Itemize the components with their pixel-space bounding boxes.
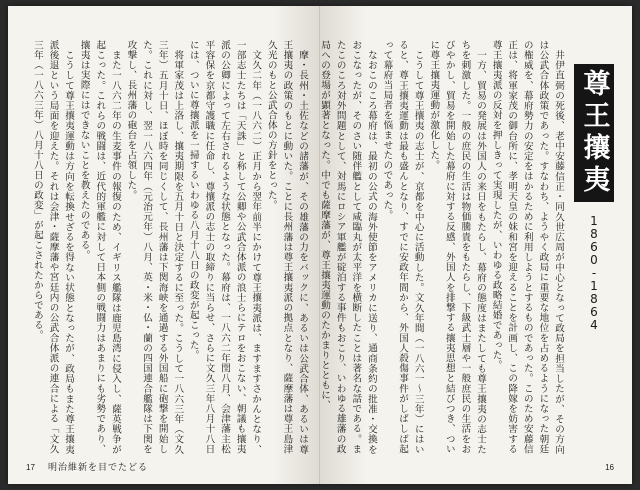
chapter-title-block xyxy=(572,64,616,331)
left-page-body xyxy=(22,40,310,454)
chapter-title: 尊王攘夷 xyxy=(574,64,614,202)
right-paragraph: なおこのころ幕府は、最初の公式の海外使節をアメリカに送り、通商条約の批准・交換をおこなったが、そのさい随伴艦として咸臨丸が太平洋を横断したことは著名な話である。またこのころ対外問題として、対馬にロシア軍艦が碇泊する事件もおこり、いわゆる雄藩の政局への登場が顕著となった。中でも薩摩藩が、尊王攘夷運動のたかまりとともに、 xyxy=(319,40,377,454)
book-spread xyxy=(8,6,632,484)
right-paragraph: 一方、貿易の発展は外国人の来日をもたらし、幕府の態度はまたしても尊王攘夷の志士たちを刺激した。一般の庶民の生活は物価騰貴をもたらし、下級武士層や一般庶民の生活をおびやかし、貿易を開始した幕府に対する反感、外国人を排撃する攘夷思想と結びつき、ついに尊王攘夷運動が激化した。 xyxy=(428,40,487,454)
left-page xyxy=(8,6,320,484)
chapter-years: 1860-1864 xyxy=(587,214,601,331)
left-paragraph: 将軍家茂は上洛し、攘夷期限を五月十日と決定するに至った。こうして一八六三年（文久三年）五月十日、ほぼ時を同じくして、長州藩は下関海峡を通過する外国船に砲撃を開始した。これに対し、翌一八六四年（元治元年）八月、英・米・仏・蘭の四国連合艦隊は下関を攻撃し、長州藩の砲台を占領した。 xyxy=(125,40,184,454)
right-page-number: 16 xyxy=(605,463,614,472)
left-paragraph: こうして尊王攘夷運動は方向を転換せざるを得ない状態となったが、政局もまた尊王攘夷派後退という局面を迎えた。それは会津・薩摩藩や宮廷内の公武合体派の連合による「文久三年（一八六三年）八月十八日の政変」が起こされたからである。 xyxy=(31,40,75,454)
left-paragraph: 文久二年（一八六二）正月から翌年前半にかけて尊王攘夷派は、ますますさかんとなり、一部志士たちは「天誅」と称して公卿や公武合体派の浪士らにテロをおこない、朝議も攘夷派の公卿によって左右されるような状態となった。幕府は、一八六二年閏八月、会津藩主松平容保を京都守護職に任命し、尊攘派の志士の取締りに当らせ、さらに文久三年八月十八日には、ついに尊攘派を一掃するいわゆる八月十八日の政変が起こった。 xyxy=(187,40,262,454)
left-page-number: 17 xyxy=(26,463,35,472)
right-paragraph: 井伊直弼の死後、老中安藤信正・同久世広周が中心となって政局を担当したが、その方向は公武合体政策であった。すなわち、ようやく政局に重要な地位を占めるようになった朝廷の権威を、幕府勢力の安定をはかるために利用しようとするものであった。このため安藤信正は、将軍家茂の御台所に、孝明天皇の妹和宮を迎えることを計画し、この降嫁を妨害する尊王攘夷派の反対を押しきって実現したが、いわゆる政略結婚であった。 xyxy=(490,40,564,454)
right-page-body xyxy=(319,40,566,454)
running-head: 明治維新を目でたどる xyxy=(48,463,149,473)
left-paragraph: 摩・長州・土佐などの諸藩が、その雄藩の力をバックに、あるいは公武合体、あるいは尊王攘夷の政策のもとに動いた。ことに長州藩は尊王攘夷派の拠点となり、薩摩藩は尊王島津久光のもと公武合体の方針をとった。 xyxy=(265,40,308,454)
left-paragraph: また一八六二年の生麦事件の報復のため、イギリス艦隊は鹿児島湾に侵入し、薩英戦争が起こった。これらの戦闘は、近代的軍艦に対して日本側の戦闘力はあまりにも劣勢であり、攘夷は実際にはできないことを教えたのである。 xyxy=(78,40,121,454)
right-page xyxy=(320,6,632,484)
right-paragraph: こうして尊王攘夷の志士が、京都を中心に活動した。文久年間（一八六一～三年）にはいると、尊王攘夷運動は最も盛んとなり、すでに安政年間から、外国人殺傷事件がしばしば起って幕府当局者を悩ませたのであった。 xyxy=(381,40,424,454)
